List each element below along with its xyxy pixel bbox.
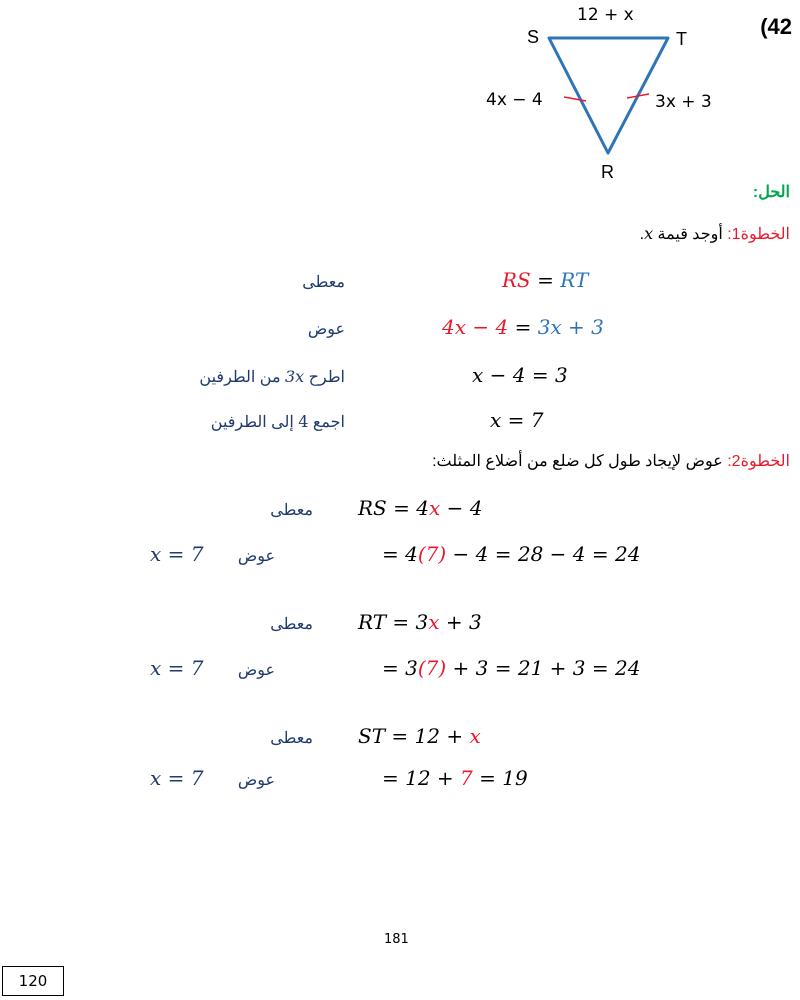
step2-given-reason-rs: معطى	[270, 502, 313, 519]
step2-sub-reason-st: عوض	[237, 772, 275, 789]
step2-sub-value-st: x = 7	[150, 766, 204, 790]
step2-label: الخطوة2:	[727, 453, 790, 470]
eq-variable: x	[428, 610, 440, 634]
step2-sub-equation-rs	[382, 542, 640, 566]
reason-text-before: اطرح	[308, 369, 345, 386]
eq-substituted-value: 7	[460, 766, 473, 790]
eq-substituted-value: (7)	[417, 656, 447, 680]
step1-equation-1	[502, 268, 588, 292]
eq-rhs: 3x + 3	[537, 315, 604, 339]
eq-part: = 12 +	[382, 766, 461, 790]
side-label-rs: 4x − 4	[486, 90, 543, 110]
eq-rhs-rt: RT	[560, 268, 589, 292]
step1-equation-3: x − 4 = 3	[472, 363, 568, 387]
step2-given-equation-st	[358, 724, 481, 748]
eq-equals: =	[537, 268, 554, 292]
page-number-box: 120	[2, 966, 64, 996]
eq-lhs-rs: RS	[502, 268, 531, 292]
eq-lhs: 4x − 4	[442, 315, 509, 339]
vertex-t: T	[676, 29, 687, 49]
reason-text-before: اجمع	[312, 414, 345, 431]
problem-number: (42	[760, 14, 792, 39]
eq-part: RT = 3	[358, 610, 429, 634]
eq-part: + 3 = 21 + 3 = 24	[446, 656, 641, 680]
step1-heading	[640, 224, 790, 244]
eq-substituted-value: (7)	[417, 542, 447, 566]
vertex-r: R	[601, 162, 614, 182]
eq-variable: x	[469, 724, 481, 748]
step2-given-reason-rt: معطى	[270, 616, 313, 633]
tick-mark-rs	[564, 97, 586, 101]
page-number: 181	[384, 932, 409, 947]
step2-sub-value-rt: x = 7	[150, 656, 204, 680]
step2-sub-equation-rt	[382, 656, 640, 680]
step2-heading	[432, 451, 790, 471]
step2-sub-value-rs: x = 7	[150, 542, 204, 566]
eq-variable: x	[428, 496, 441, 520]
reason-variable: 3x	[285, 367, 305, 386]
solution-heading: الحل:	[752, 184, 790, 201]
eq-part: = 4	[382, 542, 418, 566]
eq-part: ST = 12 +	[358, 724, 470, 748]
step2-sub-reason-rs: عوض	[237, 548, 275, 565]
step1-reason-3	[199, 367, 345, 387]
reason-text-after: إلى الطرفين	[210, 414, 294, 431]
side-label-st: 12 + x	[577, 5, 634, 25]
step1-reason-4	[211, 412, 345, 432]
eq-part: − 4	[440, 496, 483, 520]
vertex-s: S	[527, 27, 540, 47]
step2-given-equation-rs	[358, 496, 482, 520]
step2-given-equation-rt	[358, 610, 482, 634]
reason-number: 4	[298, 412, 309, 431]
eq-equals: =	[514, 315, 532, 339]
step1-period: .	[639, 226, 645, 243]
step2-sub-reason-rt: عوض	[237, 662, 275, 679]
step2-given-reason-st: معطى	[270, 730, 313, 747]
step2-sub-equation-st	[382, 766, 528, 790]
side-label-rt: 3x + 3	[655, 92, 712, 112]
step1-equation-2	[442, 315, 604, 339]
step1-equation-4: x = 7	[490, 408, 544, 432]
triangle-outline	[549, 38, 668, 153]
eq-part: RS = 4	[358, 496, 429, 520]
reason-text-after: من الطرفين	[199, 369, 281, 386]
eq-part: − 4 = 28 − 4 = 24	[446, 542, 641, 566]
eq-part: = 3	[382, 656, 418, 680]
eq-part: + 3	[439, 610, 482, 634]
step1-label: الخطوة1:	[727, 226, 790, 243]
step1-reason-2: عوض	[307, 321, 345, 338]
step2-text: عوض لإيجاد طول كل ضلع من أضلاع المثلث:	[432, 453, 723, 470]
step1-text: أوجد قيمة	[657, 226, 723, 243]
step1-reason-1: معطى	[302, 274, 345, 291]
eq-part: = 19	[472, 766, 528, 790]
step1-variable: x	[644, 224, 654, 243]
